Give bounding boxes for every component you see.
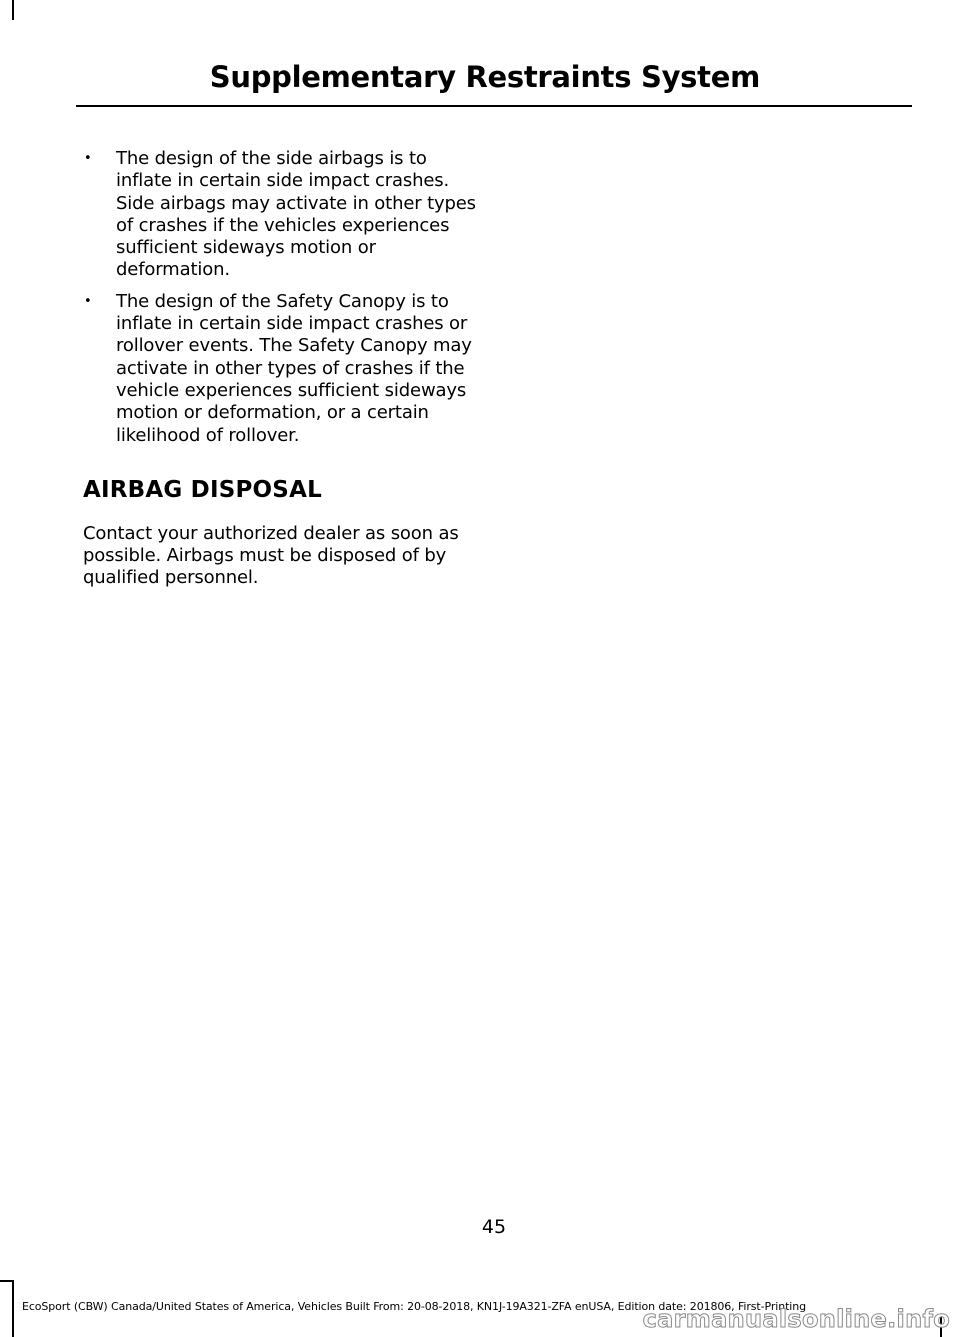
bullet-list: [83, 148, 483, 447]
page-header-title: Supplementary Restraints System: [209, 60, 760, 94]
header-divider: [76, 105, 912, 107]
list-item: [83, 291, 483, 447]
footer-text: EcoSport (CBW) Canada/United States of America, Vehicles Built From: 20-08-2018, KN1J-19A321-ZFA enUSA, Edition date: 201806, First-Printing: [21, 1300, 807, 1313]
crop-mark-bottom-left-h: [0, 1280, 14, 1282]
bullet-text: The design of the side airbags is to inflate in certain side impact crashes. Side airbags may activate in other types of crashes if the vehicles experiences sufficient sideways motion or deformation.: [116, 148, 476, 281]
main-content: [83, 148, 483, 590]
list-item: [83, 148, 483, 282]
crop-mark-top-left: [12, 0, 14, 20]
bullet-icon: •: [84, 151, 92, 166]
page-number: 45: [481, 1216, 507, 1238]
bullet-text: The design of the Safety Canopy is to inflate in certain side impact crashes or rollover events. The Safety Canopy may activate in other types of crashes if the vehicle experiences sufficient sideways motion or deformation, or a certain likelihood of rollover.: [116, 290, 472, 446]
section-body: Contact your authorized dealer as soon as possible. Airbags must be disposed of by qualified personnel.: [83, 522, 459, 589]
bullet-icon: •: [84, 293, 92, 309]
watermark: carmanualsonline.info: [642, 1305, 950, 1333]
section-heading: AIRBAG DISPOSAL: [83, 476, 322, 503]
